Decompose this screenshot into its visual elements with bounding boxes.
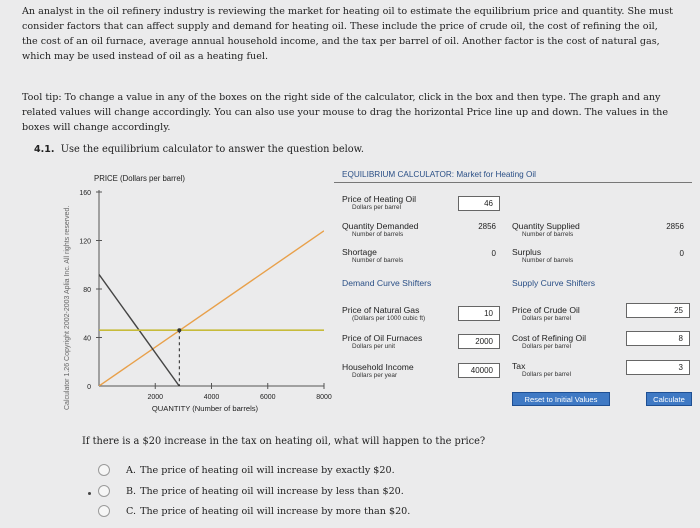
- option-c-text: The price of heating oil will increase by more than $20.: [140, 505, 411, 517]
- option-a-radio[interactable]: [98, 464, 110, 476]
- reset-button[interactable]: Reset to Initial Values: [512, 392, 610, 406]
- household-income-unit: Dollars per year: [352, 372, 398, 379]
- x-tick-label: 6000: [259, 394, 276, 401]
- option-c-radio[interactable]: [98, 505, 110, 517]
- y-tick-label: 160: [79, 190, 91, 197]
- question-number: 4.1.: [34, 144, 55, 155]
- natural-gas-unit: (Dollars per 1000 cubic ft): [352, 315, 426, 322]
- x-tick-label: 2000: [147, 394, 164, 401]
- refining-cost-unit: Dollars per barrel: [522, 343, 572, 350]
- natural-gas-input[interactable]: 10: [458, 306, 500, 321]
- surplus-value: 0: [679, 249, 684, 258]
- calculator-divider: [334, 182, 692, 183]
- quantity-supplied-value: 2856: [666, 222, 684, 231]
- question-text: If there is a $20 increase in the tax on heating oil, what will happen to the price?: [82, 436, 486, 447]
- refining-cost-label: Cost of Refining Oil: [512, 333, 587, 343]
- oil-furnaces-unit: Dollars per unit: [352, 343, 395, 350]
- tax-input[interactable]: 3: [626, 360, 690, 375]
- household-income-label: Household Income: [342, 362, 414, 372]
- natural-gas-label: Price of Natural Gas: [342, 305, 420, 315]
- calculate-button[interactable]: Calculate: [646, 392, 692, 406]
- tax-label: Tax: [512, 361, 526, 371]
- question-instruction: Use the equilibrium calculator to answer the question below.: [60, 144, 364, 155]
- shortage-value: 0: [491, 249, 496, 258]
- option-b-key: B.: [126, 485, 137, 497]
- quantity-demanded-unit: Number of barrels: [352, 231, 404, 238]
- surplus-label: Surplus: [512, 247, 542, 257]
- question-header: [34, 144, 364, 155]
- shortage-label: Shortage: [342, 247, 377, 257]
- crude-oil-unit: Dollars per barrel: [522, 315, 572, 322]
- y-tick-label: 40: [83, 335, 91, 343]
- x-axis-title: QUANTITY (Number of barrels): [151, 404, 259, 413]
- option-b-text: The price of heating oil will increase by less than $20.: [140, 485, 404, 497]
- tax-unit: Dollars per barrel: [522, 371, 572, 378]
- option-a-key: A.: [126, 464, 136, 476]
- price-heating-oil-unit: Dollars per barrel: [352, 204, 402, 211]
- option-c[interactable]: [98, 505, 410, 517]
- y-tick-label: 0: [87, 384, 91, 391]
- quantity-supplied-label: Quantity Supplied: [512, 221, 580, 231]
- y-tick-label: 80: [83, 287, 91, 294]
- option-b-radio[interactable]: [98, 485, 110, 497]
- equilibrium-calculator: [334, 170, 692, 418]
- supply-curve: [99, 231, 324, 386]
- option-a-text: The price of heating oil will increase by exactly $20.: [139, 464, 395, 476]
- oil-furnaces-label: Price of Oil Furnaces: [342, 333, 423, 343]
- price-heating-oil-input[interactable]: 46: [458, 196, 500, 211]
- calculator-title: EQUILIBRIUM CALCULATOR: Market for Heating Oil: [342, 170, 536, 179]
- quantity-demanded-label: Quantity Demanded: [342, 221, 419, 231]
- quantity-demanded-value: 2856: [478, 222, 496, 231]
- demand-shifters-heading: Demand Curve Shifters: [342, 278, 432, 288]
- supply-shifters-heading: Supply Curve Shifters: [512, 278, 596, 288]
- shortage-unit: Number of barrels: [352, 257, 404, 264]
- y-tick-label: 120: [79, 238, 91, 246]
- tool-tip: Tool tip: To change a value in any of the boxes on the right side of the calculator, click in the box and then type. The graph and any related values will change accordingly. You can also use your mouse to drag the horizontal Price line up and down. The values in the boxes will change accordingly.: [22, 92, 669, 133]
- quantity-supplied-unit: Number of barrels: [522, 231, 574, 238]
- household-income-input[interactable]: 40000: [458, 363, 500, 378]
- copyright-credit: Calculator 1.26 Copyright 2002-2003 Aplia Inc. All rights reserved.: [64, 205, 71, 410]
- curves: [99, 231, 324, 420]
- x-tick-label: 4000: [203, 394, 220, 401]
- crude-oil-input[interactable]: 25: [626, 303, 690, 318]
- option-c-key: C.: [126, 505, 137, 517]
- equilibrium-point: [177, 328, 181, 332]
- refining-cost-input[interactable]: 8: [626, 331, 690, 346]
- price-heating-oil-label: Price of Heating Oil: [342, 194, 417, 204]
- option-b[interactable]: [98, 485, 404, 497]
- oil-furnaces-input[interactable]: 2000: [458, 334, 500, 349]
- option-a[interactable]: [98, 464, 395, 476]
- y-axis-title: PRICE (Dollars per barrel): [94, 174, 185, 183]
- supply-demand-graph[interactable]: [68, 162, 358, 420]
- x-tick-label: 8000: [316, 394, 332, 401]
- surplus-unit: Number of barrels: [522, 257, 574, 264]
- problem-intro: An analyst in the oil refinery industry is reviewing the market for heating oil to estimate the equilibrium price and quantity. She must consider factors that can affect supply and demand for heating oil. These include the price of crude oil, the cost of refining the oil, the cost of an oil furnace, average annual household income, and the tax per barrel of oil. Another factor is the cost of natural gas, which may be used instead of oil as a heating fuel.: [22, 6, 674, 62]
- focus-dot: [88, 492, 91, 495]
- crude-oil-label: Price of Crude Oil: [512, 305, 580, 315]
